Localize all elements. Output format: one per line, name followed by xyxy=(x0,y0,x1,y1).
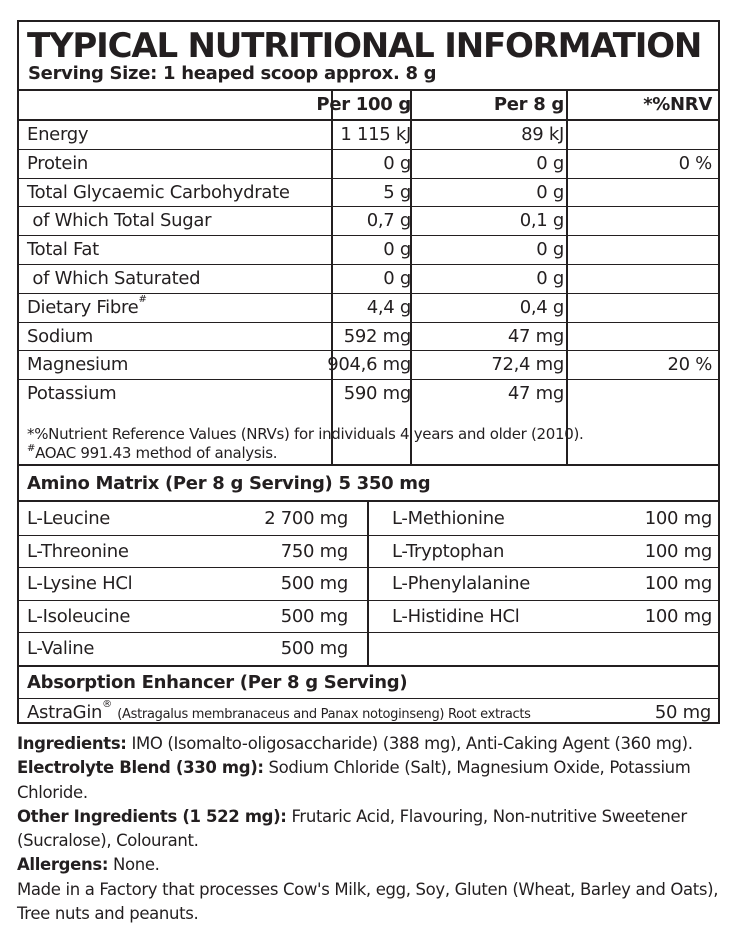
amino-row-divider xyxy=(19,567,368,568)
amino-column-divider xyxy=(367,502,369,665)
absorption-title: Absorption Enhancer (Per 8 g Serving) xyxy=(27,672,408,693)
amino-row-divider xyxy=(368,535,720,536)
amino-row-divider xyxy=(368,632,720,633)
panel-title: TYPICAL NUTRITIONAL INFORMATION xyxy=(27,26,702,66)
amino-name: L-Threonine xyxy=(27,540,129,562)
electrolyte-line: Electrolyte Blend (330 mg): Sodium Chloride (Salt), Magnesium Oxide, Potassium Chloride. xyxy=(17,758,691,802)
value-per-100g: 5 g xyxy=(383,181,411,203)
nutrient-name xyxy=(27,323,93,351)
factory-line: Made in a Factory that processes Cow's Milk, egg, Soy, Gluten (Wheat, Barley and Oats), Tree nuts and peanuts. xyxy=(17,879,719,924)
amino-value: 100 mg xyxy=(644,540,712,562)
nutrient-label: Potassium xyxy=(27,383,117,405)
value-per-8g: 0,4 g xyxy=(519,296,564,318)
nutrient-name xyxy=(27,150,88,178)
amino-name: L-Valine xyxy=(27,638,95,660)
amino-name: L-Histidine HCl xyxy=(392,605,520,627)
nutrient-label: Protein xyxy=(27,152,88,174)
nutrient-label: of Which Total Sugar xyxy=(27,210,212,232)
allergens-line: Allergens: None. xyxy=(17,855,160,875)
value-per-8g: 0 g xyxy=(536,152,564,174)
amino-name: L-Isoleucine xyxy=(27,605,131,627)
column-divider-3 xyxy=(566,91,568,464)
amino-value: 500 mg xyxy=(280,638,348,660)
value-per-8g: 0 g xyxy=(536,181,564,203)
nutrient-label: Sodium xyxy=(27,325,94,347)
nutrition-panel xyxy=(17,20,720,724)
nutrient-name xyxy=(27,121,88,149)
value-per-100g: 904,6 mg xyxy=(327,354,411,376)
amino-row-divider xyxy=(368,567,720,568)
value-per-8g: 89 kJ xyxy=(521,124,564,145)
amino-row-divider xyxy=(19,535,368,536)
absorption-divider xyxy=(19,665,718,667)
nutrient-name xyxy=(27,351,128,379)
value-per-100g: 4,4 g xyxy=(366,296,411,318)
amino-name: L-Methionine xyxy=(392,508,505,529)
nutrient-label: of Which Saturated xyxy=(27,268,201,289)
amino-name: L-Leucine xyxy=(27,508,111,529)
amino-title: Amino Matrix (Per 8 g Serving) 5 350 mg xyxy=(27,473,431,494)
amino-value: 500 mg xyxy=(280,573,348,595)
other-ingredients-line: Other Ingredients (1 522 mg): Frutaric Acid, Flavouring, Non-nutritive Sweetener (Sucralose), Colourant. xyxy=(17,806,687,851)
amino-value: 100 mg xyxy=(644,508,712,529)
serving-size: Serving Size: 1 heaped scoop approx. 8 g xyxy=(28,63,437,84)
value-per-100g: 1 115 kJ xyxy=(340,124,411,145)
amino-name: L-Tryptophan xyxy=(392,540,505,562)
nutrient-label: Dietary Fibre xyxy=(27,296,139,318)
ingredients-block xyxy=(17,732,729,926)
footnote-aoac: #AOAC 991.43 method of analysis. xyxy=(27,443,278,462)
value-per-8g: 72,4 mg xyxy=(491,354,564,376)
value-per-8g: 0,1 g xyxy=(519,210,564,232)
amino-value: 100 mg xyxy=(644,573,712,595)
amino-name: L-Lysine HCl xyxy=(27,573,133,595)
ingredients-line: Ingredients: IMO (Isomalto-oligosaccharide) (388 mg), Anti-Caking Agent (360 mg). xyxy=(17,734,693,753)
nutrient-name xyxy=(27,236,99,264)
amino-row-divider xyxy=(19,632,368,633)
nutrient-name xyxy=(27,265,200,293)
value-per-100g: 0,7 g xyxy=(366,210,411,232)
value-nrv: 0 % xyxy=(678,152,712,174)
value-per-100g: 0 g xyxy=(383,239,411,261)
value-per-8g: 0 g xyxy=(536,239,564,261)
value-nrv: 20 % xyxy=(667,354,712,376)
value-per-100g: 590 mg xyxy=(343,383,411,405)
nutrient-label: Total Glycaemic Carbohydrate xyxy=(27,181,290,203)
footnote-nrv: *%Nutrient Reference Values (NRVs) for individuals 4 years and older (2010). xyxy=(27,425,584,443)
amino-top-divider xyxy=(19,464,718,466)
amino-value: 2 700 mg xyxy=(264,508,348,529)
astragin-value: 50 mg xyxy=(654,702,711,723)
nutrient-name xyxy=(27,380,116,408)
header-nrv: *%NRV xyxy=(643,94,712,115)
header-per-100g: Per 100 g xyxy=(316,94,411,115)
nutrient-name xyxy=(27,294,147,322)
value-per-8g: 0 g xyxy=(536,268,564,289)
amino-row-divider xyxy=(368,600,720,601)
footnote-mark: # xyxy=(138,293,147,305)
astragin-row: AstraGin® (Astragalus membranaceus and Panax notoginseng) Root extracts xyxy=(27,699,531,723)
amino-name: L-Phenylalanine xyxy=(392,573,531,595)
nutrient-name xyxy=(27,179,290,207)
value-per-8g: 47 mg xyxy=(507,383,564,405)
value-per-100g: 0 g xyxy=(383,152,411,174)
nutrient-label: Energy xyxy=(27,124,89,145)
amino-value: 100 mg xyxy=(644,605,712,627)
amino-row-divider xyxy=(19,600,368,601)
value-per-100g: 592 mg xyxy=(343,325,411,347)
amino-value: 750 mg xyxy=(280,540,348,562)
header-per-8g: Per 8 g xyxy=(493,94,564,115)
nutrient-label: Total Fat xyxy=(27,239,99,261)
value-per-100g: 0 g xyxy=(383,268,411,289)
value-per-8g: 47 mg xyxy=(507,325,564,347)
nutrient-label: Magnesium xyxy=(27,354,129,376)
amino-value: 500 mg xyxy=(280,605,348,627)
nutrient-name xyxy=(27,207,211,235)
